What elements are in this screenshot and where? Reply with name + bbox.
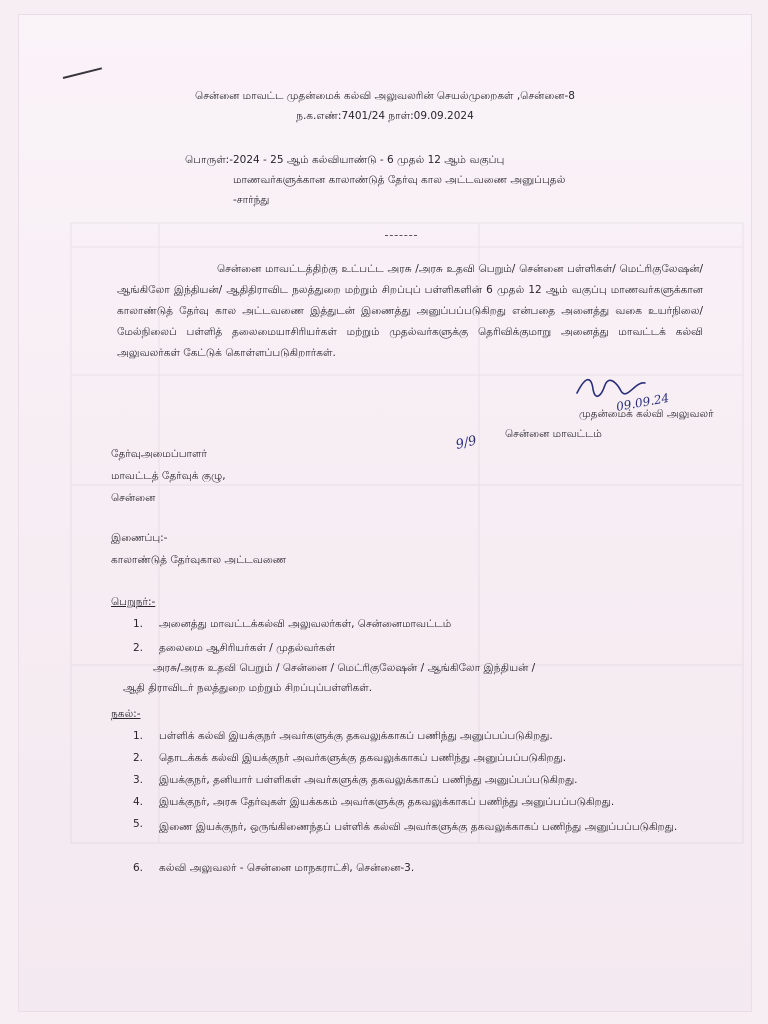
recipient-continuation-1: அரசு/அரசு உதவி பெறும் / சென்னை / மெட்ரிகுலேஷன் / ஆங்கிலோ இந்தியன் / — [153, 662, 536, 674]
copy-item: கல்வி அலுவலர் - சென்னை மாநகராட்சி, சென்னை-3. — [159, 862, 415, 874]
recipient-number: 2. — [133, 642, 144, 654]
copy-number: 1. — [133, 730, 144, 742]
copy-item: இயக்குநர், தனியார் பள்ளிகள் அவர்களுக்கு தகவலுக்காகப் பணிந்து அனுப்பப்படுகிறது. — [159, 774, 578, 786]
copy-number: 6. — [133, 862, 144, 874]
addressee-line-1: தேர்வுஅமைப்பாளர் — [111, 448, 207, 460]
copy-number: 4. — [133, 796, 144, 808]
subject-line-1: 2024 - 25 ஆம் கல்வியாண்டு - 6 முதல் 12 ஆம் வகுப்பு — [233, 154, 505, 166]
initial-mark — [449, 419, 509, 459]
reference-line: ந.க.எண்:7401/24 நாள்:09.09.2024 — [296, 110, 474, 122]
subject-line-2: மாணவர்களுக்கான காலாண்டுத் தேர்வு கால அட்டவணை அனுப்புதல் — [233, 174, 566, 186]
recipient-item: தலைமை ஆசிரியர்கள் / முதல்வர்கள் — [159, 642, 336, 654]
copy-number: 2. — [133, 752, 144, 764]
copy-item: தொடக்கக் கல்வி இயக்குநர் அவர்களுக்கு தகவலுக்காகப் பணிந்து அனுப்பப்படுகிறது. — [159, 752, 567, 764]
recipient-number: 1. — [133, 618, 144, 630]
document-page — [18, 14, 752, 1012]
copy-item: இணை இயக்குநர், ஒருங்கிணைந்தப் பள்ளிக் கல்வி அவர்களுக்கு தகவலுக்காகப் பணிந்து அனுப்பப்படுகிறது. — [159, 821, 678, 833]
copy-item: இயக்குநர், அரசு தேர்வுகள் இயக்ககம் அவர்களுக்கு தகவலுக்காகப் பணிந்து அனுப்பப்படுகிறது. — [159, 796, 615, 808]
addressee-line-3: சென்னை — [111, 492, 156, 504]
pen-stroke-mark — [63, 67, 102, 79]
subject-line-3: -சார்ந்து — [233, 194, 270, 206]
signatory-district: சென்னை மாவட்டம் — [505, 428, 602, 440]
office-header: சென்னை மாவட்ட முதன்மைக் கல்வி அலுவலரின் செயல்முறைகள் ,சென்னை-8 — [195, 90, 575, 102]
initial-text: 9/9 — [454, 433, 479, 453]
subject-label: பொருள்:- — [185, 154, 234, 166]
signature-date: 09.09.24 — [615, 390, 671, 414]
subject-separator — [385, 235, 417, 236]
copy-number: 3. — [133, 774, 144, 786]
copies-label: நகல்:- — [111, 708, 141, 720]
body-paragraph: சென்னை மாவட்டத்திற்கு உட்பட்ட அரசு /அரசு உதவி பெறும்/ சென்னை பள்ளிகள்/ மெட்ரிகுலேஷன்/ ஆங்கிலோ இந்தியன்/ ஆதிதிராவிட நலத்துறை மற்றும் சிறப்புப் பள்ளிகளின் 6 முதல் 12 ஆம் வகுப்பு மாணவர்களுக்கான காலாண்டுத் தேர்வு கால அட்டவணை இத்துடன் இணைத்து அனுப்பப்படுகிறது என்பதை அனைத்து வகை உயர்நிலை/ மேல்நிலைப் பள்ளித் தலைமையாசிரியர்கள் மற்றும் முதல்வர்களுக்கு தெரிவிக்குமாறு அனைத்து மாவட்டக் கல்வி அலுவலர்கள் கேட்டுக் கொள்ளப்படுகிறார்கள். — [117, 263, 703, 359]
addressee-line-2: மாவட்டத் தேர்வுக் குழு, — [111, 470, 226, 482]
copy-item: பள்ளிக் கல்வி இயக்குநர் அவர்களுக்கு தகவலுக்காகப் பணிந்து அனுப்பப்படுகிறது. — [159, 730, 553, 742]
enclosure-label: இணைப்பு:- — [111, 532, 168, 544]
recipients-label: பெறுநர்:- — [111, 596, 156, 608]
signatory-title: முதன்மைக் கல்வி அலுவலர் — [579, 408, 714, 420]
recipient-continuation-2: ஆதி திராவிடர் நலத்துறை மற்றும் சிறப்புப்பள்ளிகள். — [123, 682, 373, 694]
copy-number: 5. — [133, 818, 144, 830]
recipient-item: அனைத்து மாவட்டக்கல்வி அலுவலர்கள், சென்னைமாவட்டம் — [159, 618, 452, 630]
enclosure-item: காலாண்டுத் தேர்வுகால அட்டவணை — [111, 554, 287, 566]
